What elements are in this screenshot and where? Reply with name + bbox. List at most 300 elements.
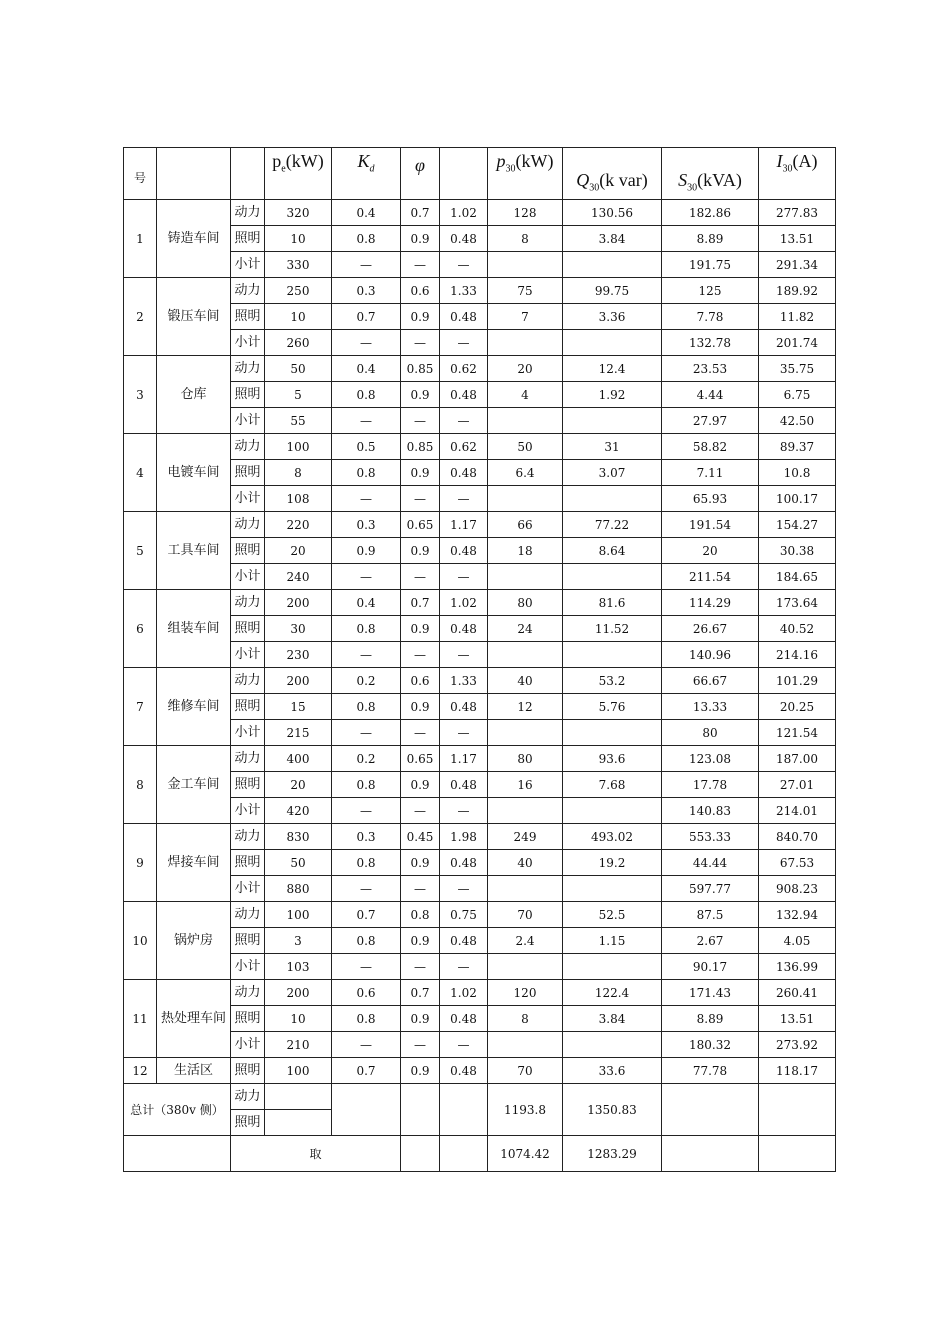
- workshop-number: 7: [124, 668, 157, 746]
- total-tan: [440, 1084, 488, 1136]
- cell-tan: 0.62: [440, 434, 488, 460]
- cell-p30: [488, 408, 563, 434]
- cell-q30: 11.52: [563, 616, 662, 642]
- cell-p30: 8: [488, 226, 563, 252]
- cell-i30: 4.05: [759, 928, 836, 954]
- cell-q30: 52.5: [563, 902, 662, 928]
- cell-q30: [563, 252, 662, 278]
- header-s30-symbol: S: [678, 170, 688, 191]
- cell-pe: 215: [265, 720, 332, 746]
- cell-p30: [488, 876, 563, 902]
- header-pe: [265, 148, 332, 200]
- header-s30-unit: (kVA): [697, 170, 742, 191]
- cell-tan: —: [440, 798, 488, 824]
- workshop-name: 金工车间: [157, 746, 231, 824]
- cell-pe: 420: [265, 798, 332, 824]
- cell-cos: 0.9: [401, 928, 440, 954]
- cell-kd: —: [332, 408, 401, 434]
- cell-kd: 0.2: [332, 668, 401, 694]
- cell-cos: 0.9: [401, 460, 440, 486]
- cell-s30: 58.82: [662, 434, 759, 460]
- cell-s30: 77.78: [662, 1058, 759, 1084]
- cell-cos: 0.7: [401, 980, 440, 1006]
- cell-s30: 2.67: [662, 928, 759, 954]
- cell-q30: [563, 486, 662, 512]
- table-row: [124, 642, 836, 668]
- load-kind: 小计: [231, 798, 265, 824]
- cell-p30: 66: [488, 512, 563, 538]
- cell-pe: 100: [265, 902, 332, 928]
- cell-tan: —: [440, 252, 488, 278]
- cell-p30: 80: [488, 590, 563, 616]
- cell-p30: 70: [488, 902, 563, 928]
- total-kd: [332, 1084, 401, 1136]
- total-cos: [401, 1084, 440, 1136]
- cell-kd: 0.8: [332, 694, 401, 720]
- total-p30: 1193.8: [488, 1084, 563, 1136]
- cell-q30: 77.22: [563, 512, 662, 538]
- header-p30-symbol: p: [496, 151, 506, 171]
- cell-q30: 3.36: [563, 304, 662, 330]
- cell-q30: 122.4: [563, 980, 662, 1006]
- cell-pe: 55: [265, 408, 332, 434]
- cell-q30: 99.75: [563, 278, 662, 304]
- cell-s30: 140.96: [662, 642, 759, 668]
- cell-i30: 201.74: [759, 330, 836, 356]
- cell-i30: 277.83: [759, 200, 836, 226]
- cell-kd: 0.7: [332, 1058, 401, 1084]
- workshop-name: 铸造车间: [157, 200, 231, 278]
- cell-tan: 1.02: [440, 590, 488, 616]
- workshop-number: 12: [124, 1058, 157, 1084]
- cell-i30: 27.01: [759, 772, 836, 798]
- take-tan: [440, 1136, 488, 1172]
- load-kind: 照明: [231, 1006, 265, 1032]
- table-row: [124, 928, 836, 954]
- cell-s30: 65.93: [662, 486, 759, 512]
- cell-kd: 0.6: [332, 980, 401, 1006]
- workshop-name: 锻压车间: [157, 278, 231, 356]
- cell-q30: [563, 798, 662, 824]
- cell-s30: 182.86: [662, 200, 759, 226]
- cell-pe: 330: [265, 252, 332, 278]
- cell-i30: 136.99: [759, 954, 836, 980]
- cell-cos: 0.8: [401, 902, 440, 928]
- table-row: [124, 460, 836, 486]
- cell-tan: 0.48: [440, 850, 488, 876]
- cell-i30: 13.51: [759, 226, 836, 252]
- header-row: [124, 148, 836, 200]
- cell-kd: —: [332, 330, 401, 356]
- header-i30-symbol: I: [776, 151, 783, 171]
- cell-pe: 200: [265, 980, 332, 1006]
- cell-pe: 230: [265, 642, 332, 668]
- cell-p30: 2.4: [488, 928, 563, 954]
- load-kind: 小计: [231, 876, 265, 902]
- cell-p30: 4: [488, 382, 563, 408]
- cell-cos: 0.45: [401, 824, 440, 850]
- cell-cos: —: [401, 564, 440, 590]
- cell-tan: —: [440, 330, 488, 356]
- cell-kd: 0.3: [332, 824, 401, 850]
- cell-cos: —: [401, 642, 440, 668]
- cell-pe: 320: [265, 200, 332, 226]
- table-row: [124, 876, 836, 902]
- cell-pe: 15: [265, 694, 332, 720]
- table-row: [124, 1058, 836, 1084]
- cell-pe: 10: [265, 226, 332, 252]
- workshop-name: 焊接车间: [157, 824, 231, 902]
- cell-pe: 10: [265, 304, 332, 330]
- cell-q30: [563, 408, 662, 434]
- table-row: [124, 746, 836, 772]
- cell-cos: —: [401, 252, 440, 278]
- cell-tan: 1.02: [440, 980, 488, 1006]
- cell-tan: 0.48: [440, 772, 488, 798]
- cell-q30: 5.76: [563, 694, 662, 720]
- load-kind: 动力: [231, 980, 265, 1006]
- total-i30: [759, 1084, 836, 1136]
- cell-s30: 4.44: [662, 382, 759, 408]
- table-row: [124, 954, 836, 980]
- workshop-number: 4: [124, 434, 157, 512]
- cell-s30: 27.97: [662, 408, 759, 434]
- load-calculation-table: [123, 147, 836, 1172]
- cell-tan: 0.48: [440, 382, 488, 408]
- cell-q30: 53.2: [563, 668, 662, 694]
- header-p30: [488, 148, 563, 200]
- total-power-row: [124, 1084, 836, 1110]
- cell-i30: 13.51: [759, 1006, 836, 1032]
- table-row: [124, 694, 836, 720]
- cell-tan: 0.75: [440, 902, 488, 928]
- cell-pe: 100: [265, 1058, 332, 1084]
- cell-pe: 20: [265, 772, 332, 798]
- cell-cos: 0.85: [401, 356, 440, 382]
- cell-kd: —: [332, 642, 401, 668]
- cell-tan: —: [440, 564, 488, 590]
- load-kind: 小计: [231, 1032, 265, 1058]
- cell-p30: [488, 1032, 563, 1058]
- cell-kd: 0.7: [332, 902, 401, 928]
- header-name: [157, 148, 231, 200]
- load-kind: 动力: [231, 278, 265, 304]
- load-kind: 小计: [231, 330, 265, 356]
- cell-s30: 191.75: [662, 252, 759, 278]
- cell-kd: 0.8: [332, 382, 401, 408]
- load-kind: 照明: [231, 694, 265, 720]
- cell-p30: [488, 330, 563, 356]
- cell-pe: 20: [265, 538, 332, 564]
- cell-i30: 214.16: [759, 642, 836, 668]
- cell-pe: 3: [265, 928, 332, 954]
- cell-pe: 240: [265, 564, 332, 590]
- cell-tan: 0.48: [440, 1058, 488, 1084]
- workshop-number: 3: [124, 356, 157, 434]
- workshop-name: 工具车间: [157, 512, 231, 590]
- cell-p30: [488, 954, 563, 980]
- load-kind: 小计: [231, 486, 265, 512]
- cell-p30: [488, 720, 563, 746]
- cell-s30: 597.77: [662, 876, 759, 902]
- cell-cos: —: [401, 954, 440, 980]
- workshop-number: 8: [124, 746, 157, 824]
- cell-s30: 90.17: [662, 954, 759, 980]
- cell-q30: 81.6: [563, 590, 662, 616]
- cell-q30: 93.6: [563, 746, 662, 772]
- cell-tan: 1.17: [440, 512, 488, 538]
- cell-kd: 0.4: [332, 356, 401, 382]
- cell-kd: 0.8: [332, 850, 401, 876]
- cell-p30: [488, 252, 563, 278]
- cell-kd: —: [332, 252, 401, 278]
- cell-p30: 12: [488, 694, 563, 720]
- cell-cos: 0.9: [401, 616, 440, 642]
- cell-kd: —: [332, 486, 401, 512]
- cell-cos: 0.9: [401, 850, 440, 876]
- cell-i30: 11.82: [759, 304, 836, 330]
- table-row: [124, 538, 836, 564]
- take-row: [124, 1136, 836, 1172]
- header-i30-sub: 30: [782, 163, 793, 175]
- cell-tan: 0.48: [440, 460, 488, 486]
- workshop-number: 10: [124, 902, 157, 980]
- cell-s30: 87.5: [662, 902, 759, 928]
- cell-i30: 42.50: [759, 408, 836, 434]
- cell-q30: 3.84: [563, 226, 662, 252]
- cell-pe: 210: [265, 1032, 332, 1058]
- cell-q30: [563, 954, 662, 980]
- header-p30-unit: (kW): [515, 151, 554, 171]
- cell-cos: —: [401, 408, 440, 434]
- cell-p30: 16: [488, 772, 563, 798]
- cell-q30: [563, 564, 662, 590]
- cell-p30: 249: [488, 824, 563, 850]
- table-row: [124, 980, 836, 1006]
- cell-tan: 0.48: [440, 928, 488, 954]
- cell-kd: 0.2: [332, 746, 401, 772]
- cell-s30: 171.43: [662, 980, 759, 1006]
- load-kind: 照明: [231, 226, 265, 252]
- cell-kd: —: [332, 798, 401, 824]
- cell-q30: 31: [563, 434, 662, 460]
- cell-p30: [488, 564, 563, 590]
- load-kind: 动力: [231, 200, 265, 226]
- cell-kd: 0.8: [332, 772, 401, 798]
- cell-p30: [488, 798, 563, 824]
- header-q30-sub: 30: [589, 183, 600, 194]
- cell-i30: 101.29: [759, 668, 836, 694]
- cell-p30: 6.4: [488, 460, 563, 486]
- total-kind-light: 照明: [231, 1110, 265, 1136]
- table-row: [124, 850, 836, 876]
- cell-cos: —: [401, 486, 440, 512]
- cell-tan: 1.02: [440, 200, 488, 226]
- cell-s30: 180.32: [662, 1032, 759, 1058]
- cell-kd: —: [332, 564, 401, 590]
- cell-tan: 0.62: [440, 356, 488, 382]
- cell-q30: 1.15: [563, 928, 662, 954]
- load-kind: 照明: [231, 538, 265, 564]
- cell-cos: 0.65: [401, 512, 440, 538]
- cell-cos: —: [401, 1032, 440, 1058]
- cell-q30: 130.56: [563, 200, 662, 226]
- cell-kd: 0.8: [332, 1006, 401, 1032]
- total-q30: 1350.83: [563, 1084, 662, 1136]
- cell-cos: 0.9: [401, 304, 440, 330]
- table-row: [124, 382, 836, 408]
- cell-pe: 830: [265, 824, 332, 850]
- cell-pe: 100: [265, 434, 332, 460]
- cell-s30: 7.78: [662, 304, 759, 330]
- total-pe-power: [265, 1084, 332, 1110]
- load-kind: 小计: [231, 564, 265, 590]
- cell-p30: 50: [488, 434, 563, 460]
- cell-p30: 128: [488, 200, 563, 226]
- cell-cos: 0.9: [401, 382, 440, 408]
- table-row: [124, 824, 836, 850]
- cell-cos: 0.65: [401, 746, 440, 772]
- cell-tan: 0.48: [440, 538, 488, 564]
- table-row: [124, 356, 836, 382]
- table-row: [124, 772, 836, 798]
- cell-q30: 8.64: [563, 538, 662, 564]
- load-kind: 小计: [231, 642, 265, 668]
- load-kind: 照明: [231, 928, 265, 954]
- cell-i30: 30.38: [759, 538, 836, 564]
- cell-q30: 33.6: [563, 1058, 662, 1084]
- cell-s30: 140.83: [662, 798, 759, 824]
- take-label: 取: [231, 1136, 401, 1172]
- cell-kd: 0.4: [332, 200, 401, 226]
- table-row: [124, 1032, 836, 1058]
- cell-s30: 7.11: [662, 460, 759, 486]
- cell-pe: 108: [265, 486, 332, 512]
- header-q30-symbol: Q: [576, 170, 590, 191]
- cell-pe: 103: [265, 954, 332, 980]
- cell-q30: 3.07: [563, 460, 662, 486]
- cell-tan: —: [440, 486, 488, 512]
- cell-kd: —: [332, 720, 401, 746]
- table-row: [124, 434, 836, 460]
- cell-pe: 8: [265, 460, 332, 486]
- cell-s30: 13.33: [662, 694, 759, 720]
- cell-i30: 40.52: [759, 616, 836, 642]
- cell-s30: 191.54: [662, 512, 759, 538]
- header-i30: [759, 148, 836, 200]
- cell-s30: 211.54: [662, 564, 759, 590]
- take-p30: 1074.42: [488, 1136, 563, 1172]
- cell-q30: [563, 642, 662, 668]
- cell-p30: 8: [488, 1006, 563, 1032]
- load-kind: 动力: [231, 512, 265, 538]
- load-kind: 照明: [231, 460, 265, 486]
- cell-tan: 1.17: [440, 746, 488, 772]
- cell-cos: —: [401, 330, 440, 356]
- cell-cos: 0.7: [401, 590, 440, 616]
- cell-tan: 0.48: [440, 694, 488, 720]
- cell-i30: 214.01: [759, 798, 836, 824]
- cell-kd: 0.4: [332, 590, 401, 616]
- cell-i30: 132.94: [759, 902, 836, 928]
- cell-pe: 50: [265, 356, 332, 382]
- cell-i30: 189.92: [759, 278, 836, 304]
- cell-cos: —: [401, 720, 440, 746]
- table-row: [124, 512, 836, 538]
- cell-pe: 400: [265, 746, 332, 772]
- header-pe-symbol: p: [272, 151, 282, 171]
- cell-s30: 125: [662, 278, 759, 304]
- cell-cos: 0.85: [401, 434, 440, 460]
- load-kind: 动力: [231, 746, 265, 772]
- cell-i30: 840.70: [759, 824, 836, 850]
- cell-i30: 291.34: [759, 252, 836, 278]
- take-i30: [759, 1136, 836, 1172]
- cell-p30: 70: [488, 1058, 563, 1084]
- total-label: 总计（380v 侧）: [124, 1084, 231, 1136]
- cell-q30: [563, 1032, 662, 1058]
- cell-cos: 0.9: [401, 694, 440, 720]
- table-row: [124, 720, 836, 746]
- cell-s30: 66.67: [662, 668, 759, 694]
- table-row: [124, 590, 836, 616]
- cell-pe: 30: [265, 616, 332, 642]
- cell-cos: 0.9: [401, 538, 440, 564]
- cell-cos: —: [401, 876, 440, 902]
- cell-q30: 12.4: [563, 356, 662, 382]
- header-kd-symbol: K: [357, 151, 370, 171]
- load-kind: 动力: [231, 824, 265, 850]
- cell-kd: 0.3: [332, 512, 401, 538]
- cell-s30: 20: [662, 538, 759, 564]
- cell-tan: —: [440, 642, 488, 668]
- table-row: [124, 200, 836, 226]
- cell-s30: 123.08: [662, 746, 759, 772]
- cell-p30: [488, 486, 563, 512]
- cell-s30: 23.53: [662, 356, 759, 382]
- workshop-name: 电镀车间: [157, 434, 231, 512]
- header-pe-sub: e: [281, 163, 286, 175]
- cell-kd: 0.8: [332, 928, 401, 954]
- cell-s30: 17.78: [662, 772, 759, 798]
- cell-kd: —: [332, 876, 401, 902]
- cell-tan: 0.48: [440, 304, 488, 330]
- header-tan: [440, 148, 488, 200]
- cell-q30: 19.2: [563, 850, 662, 876]
- cell-i30: 89.37: [759, 434, 836, 460]
- workshop-name: 仓库: [157, 356, 231, 434]
- cell-i30: 273.92: [759, 1032, 836, 1058]
- cell-pe: 880: [265, 876, 332, 902]
- cell-cos: 0.9: [401, 226, 440, 252]
- cell-q30: 3.84: [563, 1006, 662, 1032]
- header-phi-symbol: φ: [415, 155, 425, 175]
- cell-p30: [488, 642, 563, 668]
- table-row: [124, 616, 836, 642]
- cell-tan: —: [440, 1032, 488, 1058]
- cell-kd: 0.8: [332, 460, 401, 486]
- cell-s30: 26.67: [662, 616, 759, 642]
- load-kind: 照明: [231, 304, 265, 330]
- cell-p30: 20: [488, 356, 563, 382]
- header-pe-unit: (kW): [285, 151, 324, 171]
- total-kind-power: 动力: [231, 1084, 265, 1110]
- cell-pe: 220: [265, 512, 332, 538]
- load-kind: 动力: [231, 902, 265, 928]
- cell-tan: 0.48: [440, 616, 488, 642]
- load-kind: 照明: [231, 616, 265, 642]
- load-kind: 小计: [231, 720, 265, 746]
